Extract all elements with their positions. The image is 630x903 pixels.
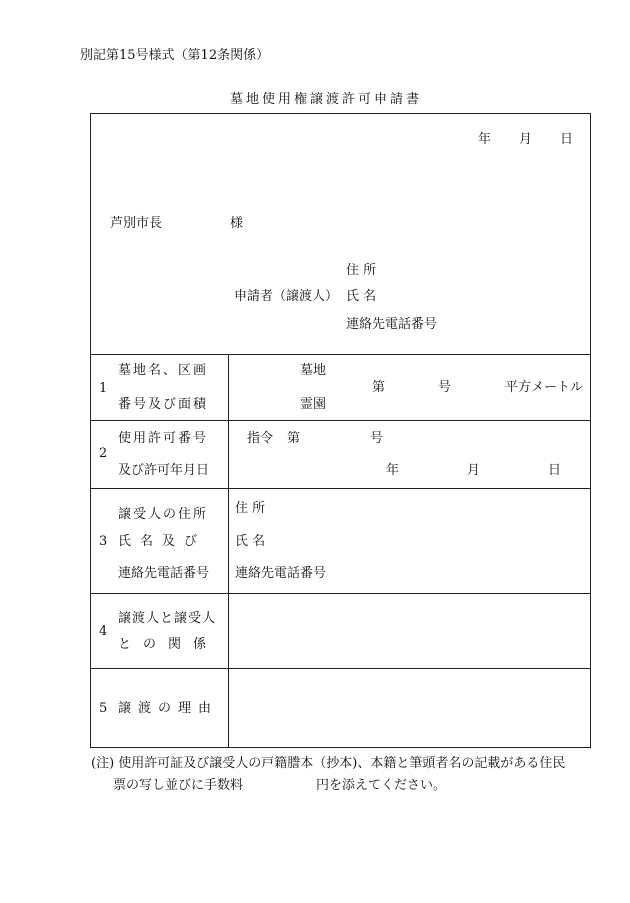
row1-reien: 霊園 <box>300 397 327 412</box>
applicant-address-label: 住 所 <box>346 263 377 278</box>
row2-month: 月 <box>467 463 481 478</box>
applicant-name-label: 氏 名 <box>346 289 377 304</box>
header-month: 月 <box>519 132 533 147</box>
row2-go: 号 <box>370 431 384 446</box>
form-label: 別記第15号様式（第12条関係） <box>80 48 270 63</box>
addressee: 芦別市長 <box>110 216 163 231</box>
applicant-label: 申請者（譲渡人） <box>234 289 339 304</box>
column-divider <box>228 354 229 748</box>
row2-day: 日 <box>548 463 562 478</box>
row-divider <box>90 668 591 669</box>
row1-number: 1 <box>99 381 108 396</box>
row3-phone-label: 連絡先電話番号 <box>235 566 327 581</box>
row1-label-line2: 番号及び面積 <box>118 397 209 412</box>
row3-label-line1: 譲受人の住所 <box>118 507 209 522</box>
row5-label: 譲渡の理由 <box>118 701 219 716</box>
row3-label-line3: 連絡先電話番号 <box>118 566 210 581</box>
row4-label-line1: 譲渡人と譲受人 <box>118 611 217 626</box>
note-line1: (注) 使用許可証及び譲受人の戸籍謄本（抄本)、本籍と筆頭者名の記載がある住民 <box>91 756 566 771</box>
note-line2-end: 円を添えてください。 <box>316 778 447 793</box>
applicant-phone-label: 連絡先電話番号 <box>346 317 438 332</box>
row2-label-line1: 使用許可番号 <box>118 431 209 446</box>
row4-label-line2: との関係 <box>118 637 219 652</box>
row-divider <box>90 354 591 355</box>
row-divider <box>90 593 591 594</box>
row1-label-line1: 墓地名、区画 <box>118 363 209 378</box>
row1-dai: 第 <box>372 380 386 395</box>
row2-year: 年 <box>386 463 400 478</box>
row3-name-label: 氏 名 <box>235 534 266 549</box>
header-day: 日 <box>560 132 574 147</box>
row-divider <box>90 488 591 489</box>
note-line2: 票の写し並びに手数料 <box>113 778 244 793</box>
row1-unit: 平方メートル <box>505 380 584 395</box>
row1-bochi: 墓地 <box>300 363 327 378</box>
row3-label-line2 <box>118 535 222 548</box>
row3-number: 3 <box>99 534 108 549</box>
row4-number: 4 <box>99 624 108 639</box>
row-divider <box>90 420 591 421</box>
row2-shirei: 指令 <box>247 431 274 446</box>
honorific: 様 <box>230 216 244 231</box>
row3-label-line2-text: 氏名及び <box>118 534 207 549</box>
row5-number: 5 <box>99 701 108 716</box>
row3-address-label: 住 所 <box>235 501 266 516</box>
row2-number: 2 <box>99 446 108 461</box>
row2-label-line2: 及び許可年月日 <box>118 463 210 478</box>
header-year: 年 <box>478 132 492 147</box>
row1-go: 号 <box>438 380 452 395</box>
row2-dai: 第 <box>287 431 301 446</box>
page-title: 墓地使用権譲渡許可申請書 <box>230 92 423 107</box>
